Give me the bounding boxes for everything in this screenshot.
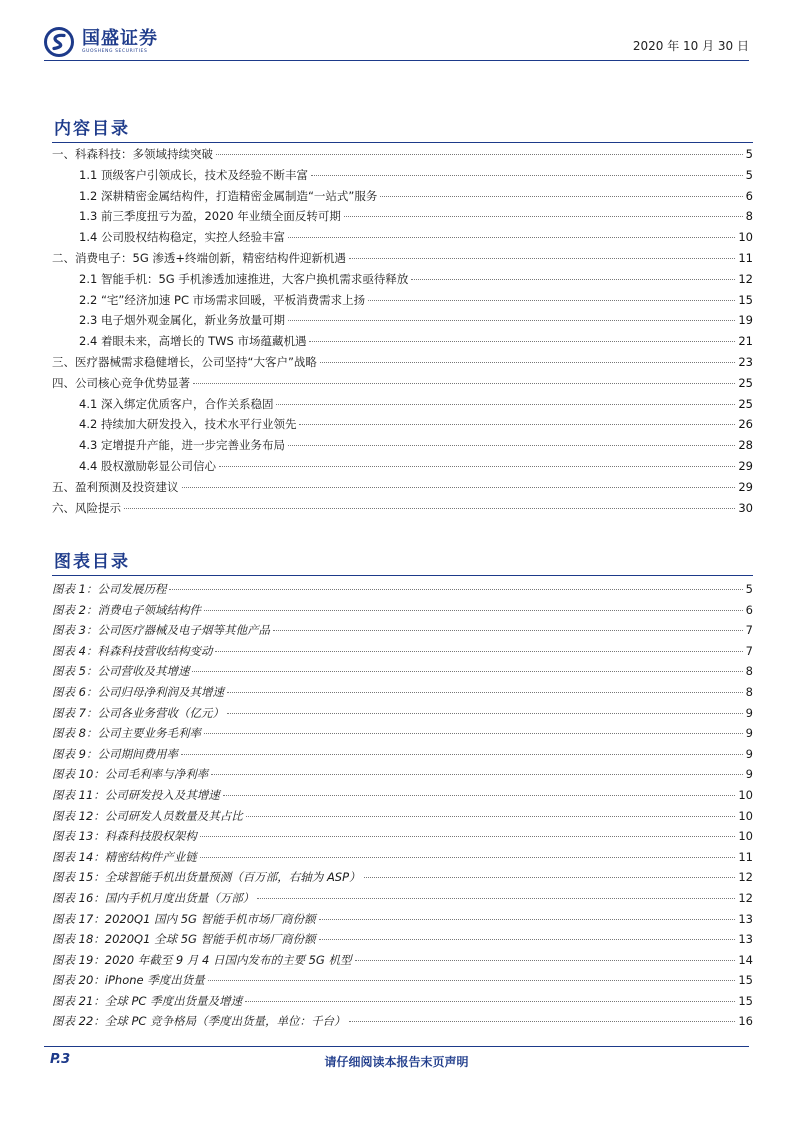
figure-entry-page-number: 9 — [745, 767, 753, 782]
figure-entry[interactable] — [52, 766, 753, 787]
toc-entry-page-number: 10 — [738, 230, 753, 245]
toc-entry-leader-dots — [216, 154, 743, 155]
toc-entry-page-number: 30 — [738, 500, 753, 515]
figure-entry-title: 图表 22：全球 PC 竞争格局（季度出货量，单位：千台） — [52, 1014, 346, 1029]
toc-entry-page-number: 12 — [738, 271, 753, 286]
figure-entry-leader-dots — [208, 980, 736, 981]
figure-entry[interactable] — [52, 993, 753, 1014]
contents-title-divider — [52, 142, 753, 143]
company-logo — [44, 27, 158, 57]
toc-entry[interactable] — [52, 146, 753, 167]
figure-entry-leader-dots — [319, 919, 736, 920]
figure-entry-leader-dots — [181, 754, 743, 755]
figure-entry-leader-dots — [200, 836, 736, 837]
figure-entry-leader-dots — [227, 692, 743, 693]
figure-entry-page-number: 6 — [745, 602, 753, 617]
toc-entry-title: 1.2 深耕精密金属结构件，打造精密金属制造“一站式”服务 — [79, 188, 378, 203]
figure-entry[interactable] — [52, 952, 753, 973]
figure-entry[interactable] — [52, 808, 753, 829]
figure-entry-title: 图表 13：科森科技股权架构 — [52, 829, 197, 844]
figure-entry[interactable] — [52, 746, 753, 767]
toc-entry[interactable] — [52, 208, 753, 229]
toc-entry-leader-dots — [309, 341, 735, 342]
figure-entry-leader-dots — [200, 857, 736, 858]
toc-entry-page-number: 29 — [738, 479, 753, 494]
toc-entry[interactable] — [52, 271, 753, 292]
toc-entry-page-number: 26 — [738, 417, 753, 432]
toc-entry-page-number: 19 — [738, 313, 753, 328]
header-divider — [44, 60, 749, 61]
figure-entry-page-number: 8 — [745, 664, 753, 679]
figure-entry[interactable] — [52, 890, 753, 911]
toc-entry-title: 4.2 持续加大研发投入，技术水平行业领先 — [79, 417, 297, 432]
figure-entry[interactable] — [52, 643, 753, 664]
figure-entry-leader-dots — [355, 960, 736, 961]
toc-entry-page-number: 25 — [738, 396, 753, 411]
figure-entry-title: 图表 5：公司营收及其增速 — [52, 664, 190, 679]
figure-entry-title: 图表 16：国内手机月度出货量（万部） — [52, 890, 255, 905]
toc-entry[interactable] — [52, 188, 753, 209]
contents-title: 内容目录 — [54, 119, 130, 139]
figure-entry-leader-dots — [204, 610, 743, 611]
figure-entry-title: 图表 9：公司期间费用率 — [52, 746, 178, 761]
figure-entry-page-number: 10 — [738, 787, 753, 802]
page-header — [0, 0, 793, 64]
logo-chinese-name: 国盛证券 — [82, 28, 158, 49]
report-date: 2020 年 10 月 30 日 — [632, 39, 749, 53]
toc-entry-leader-dots — [299, 424, 735, 425]
figure-entry-title: 图表 7：公司各业务营收（亿元） — [52, 705, 224, 720]
figures-title-divider — [52, 575, 753, 576]
toc-entry-title: 五、盈利预测及投资建议 — [52, 479, 179, 494]
toc-entry-leader-dots — [124, 508, 735, 509]
toc-entry-title: 4.3 定增提升产能，进一步完善业务布局 — [79, 438, 285, 453]
toc-entry-title: 2.4 着眼未来，高增长的 TWS 市场蕴藏机遇 — [79, 334, 307, 349]
figure-entry[interactable] — [52, 911, 753, 932]
toc-entry-page-number: 23 — [738, 354, 753, 369]
figure-entry-title: 图表 19：2020 年截至 9 月 4 日国内发布的主要 5G 机型 — [52, 952, 352, 967]
figure-entry-title: 图表 12：公司研发人员数量及其占比 — [52, 808, 243, 823]
figure-entry-page-number: 8 — [745, 684, 753, 699]
toc-entry[interactable] — [52, 458, 753, 479]
toc-entry-title: 一、科森科技：多领域持续突破 — [52, 147, 213, 161]
toc-entry-page-number: 21 — [738, 334, 753, 349]
toc-entry[interactable] — [52, 167, 753, 188]
toc-entry[interactable] — [52, 292, 753, 313]
toc-entry-title: 2.1 智能手机：5G 手机渗透加速推进，大客户换机需求亟待释放 — [79, 271, 409, 286]
figure-entry-leader-dots — [364, 877, 736, 878]
figure-entry-title: 图表 4：科森科技营收结构变动 — [52, 643, 213, 658]
figure-entry-page-number: 14 — [738, 952, 753, 967]
figure-entry-page-number: 9 — [745, 726, 753, 741]
toc-entry[interactable] — [52, 250, 753, 271]
figure-entry-leader-dots — [246, 816, 736, 817]
toc-entry-title: 2.2 “宅”经济加速 PC 市场需求回暖，平板消费需求上扬 — [79, 292, 366, 307]
figure-entry[interactable] — [52, 869, 753, 890]
figure-entry-title: 图表 15：全球智能手机出货量预测（百万部，右轴为 ASP） — [52, 870, 361, 885]
toc-entry-leader-dots — [380, 196, 742, 197]
toc-entry-leader-dots — [288, 445, 735, 446]
figure-entry[interactable] — [52, 663, 753, 684]
toc-entry[interactable] — [52, 479, 753, 500]
toc-entry[interactable] — [52, 333, 753, 354]
toc-entry-title: 四、公司核心竞争优势显著 — [52, 375, 190, 390]
toc-entry-title: 二、消费电子：5G 渗透+终端创新，精密结构件迎新机遇 — [52, 250, 347, 265]
toc-entry-leader-dots — [311, 175, 743, 176]
toc-entry-title: 1.1 顶级客户引领成长，技术及经验不断丰富 — [79, 167, 308, 182]
toc-entry-leader-dots — [193, 383, 735, 384]
toc-entry-leader-dots — [349, 258, 735, 259]
logo-mark-icon — [44, 27, 74, 57]
toc-entry-leader-dots — [182, 487, 736, 488]
figure-entry-page-number: 15 — [738, 973, 753, 988]
figure-entry-page-number: 15 — [738, 993, 753, 1008]
figure-entry[interactable] — [52, 828, 753, 849]
figure-entry[interactable] — [52, 581, 753, 602]
figure-entry-page-number: 11 — [738, 849, 753, 864]
figure-entry-page-number: 12 — [738, 870, 753, 885]
figure-entry-title: 图表 3：公司医疗器械及电子烟等其他产品 — [52, 623, 270, 638]
figure-entry-title: 图表 18：2020Q1 全球 5G 智能手机市场厂商份额 — [52, 932, 316, 947]
figure-entry-leader-dots — [245, 1001, 735, 1002]
toc-entry-leader-dots — [219, 466, 735, 467]
page-number: P.3 — [50, 1052, 71, 1067]
figure-entry-leader-dots — [273, 630, 743, 631]
figure-entry-title: 图表 10：公司毛利率与净利率 — [52, 767, 209, 782]
toc-entry[interactable] — [52, 396, 753, 417]
figure-entry-page-number: 12 — [738, 890, 753, 905]
toc-entry-title: 六、风险提示 — [52, 500, 121, 515]
toc-entry[interactable] — [52, 500, 753, 521]
toc-entry[interactable] — [52, 437, 753, 458]
toc-entry[interactable] — [52, 375, 753, 396]
figure-entry[interactable] — [52, 684, 753, 705]
figure-entry[interactable] — [52, 787, 753, 808]
figure-entry-title: 图表 2：消费电子领域结构件 — [52, 602, 201, 617]
toc-entry-leader-dots — [344, 216, 743, 217]
toc-entry-leader-dots — [411, 279, 735, 280]
footer-disclaimer: 请仔细阅读本报告末页声明 — [324, 1055, 469, 1069]
figure-entry-page-number: 7 — [745, 643, 753, 658]
figure-entry-page-number: 9 — [745, 705, 753, 720]
toc-entry-title: 三、医疗器械需求稳健增长，公司坚持“大客户”战略 — [52, 354, 317, 369]
figure-entry-title: 图表 14：精密结构件产业链 — [52, 849, 197, 864]
toc-entry[interactable] — [52, 312, 753, 333]
figure-entry[interactable] — [52, 602, 753, 623]
figure-entry-leader-dots — [204, 733, 743, 734]
toc-entry[interactable] — [52, 354, 753, 375]
figure-entry-title: 图表 8：公司主要业务毛利率 — [52, 726, 201, 741]
list-of-figures — [52, 581, 753, 1034]
figure-entry-title: 图表 17：2020Q1 国内 5G 智能手机市场厂商份额 — [52, 911, 316, 926]
toc-entry-title: 2.3 电子烟外观金属化，新业务放量可期 — [79, 313, 285, 328]
figure-entry[interactable] — [52, 849, 753, 870]
figure-entry-page-number: 5 — [745, 582, 753, 596]
toc-entry-title: 1.3 前三季度扭亏为盈，2020 年业绩全面反转可期 — [79, 209, 341, 224]
toc-entry-page-number: 6 — [745, 188, 753, 203]
toc-entry-leader-dots — [288, 320, 735, 321]
figure-entry-leader-dots — [319, 939, 736, 940]
figure-entry[interactable] — [52, 972, 753, 993]
toc-entry-page-number: 11 — [738, 250, 753, 265]
figure-entry-page-number: 10 — [738, 829, 753, 844]
logo-english-name: GUOSHENG SECURITIES — [82, 49, 148, 54]
toc-entry-page-number: 5 — [745, 147, 753, 161]
figures-title: 图表目录 — [54, 552, 130, 572]
figure-entry-leader-dots — [169, 589, 742, 590]
toc-entry[interactable] — [52, 416, 753, 437]
toc-entry-page-number: 5 — [745, 167, 753, 182]
figure-entry-leader-dots — [215, 651, 742, 652]
figure-entry-page-number: 13 — [738, 932, 753, 947]
figure-entry-page-number: 10 — [738, 808, 753, 823]
figure-entry-leader-dots — [257, 898, 735, 899]
figure-entry-page-number: 16 — [738, 1014, 753, 1029]
figure-entry-leader-dots — [223, 795, 736, 796]
toc-entry-page-number: 15 — [738, 292, 753, 307]
figure-entry[interactable] — [52, 705, 753, 726]
toc-entry[interactable] — [52, 229, 753, 250]
figure-entry-title: 图表 6：公司归母净利润及其增速 — [52, 684, 224, 699]
figure-entry[interactable] — [52, 725, 753, 746]
figure-entry[interactable] — [52, 622, 753, 643]
figure-entry-page-number: 13 — [738, 911, 753, 926]
footer-divider — [44, 1046, 749, 1047]
toc-entry-page-number: 8 — [745, 209, 753, 224]
figure-entry-leader-dots — [211, 774, 742, 775]
figure-entry[interactable] — [52, 1013, 753, 1034]
toc-entry-leader-dots — [320, 362, 735, 363]
toc-entry-page-number: 28 — [738, 438, 753, 453]
figure-entry-title: 图表 1：公司发展历程 — [52, 582, 167, 596]
figure-entry-page-number: 7 — [745, 623, 753, 638]
table-of-contents — [52, 146, 753, 520]
toc-entry-leader-dots — [368, 300, 735, 301]
toc-entry-page-number: 25 — [738, 375, 753, 390]
figure-entry-leader-dots — [192, 671, 742, 672]
figure-entry-leader-dots — [349, 1021, 736, 1022]
toc-entry-leader-dots — [288, 237, 735, 238]
figure-entry-title: 图表 21：全球 PC 季度出货量及增速 — [52, 993, 243, 1008]
toc-entry-title: 4.1 深入绑定优质客户，合作关系稳固 — [79, 396, 274, 411]
figure-entry-title: 图表 20：iPhone 季度出货量 — [52, 973, 205, 988]
toc-entry-title: 1.4 公司股权结构稳定，实控人经验丰富 — [79, 230, 285, 245]
figure-entry[interactable] — [52, 931, 753, 952]
toc-entry-leader-dots — [276, 404, 735, 405]
figure-entry-page-number: 9 — [745, 746, 753, 761]
figure-entry-leader-dots — [227, 713, 743, 714]
toc-entry-title: 4.4 股权激励彰显公司信心 — [79, 458, 216, 473]
toc-entry-page-number: 29 — [738, 458, 753, 473]
figure-entry-title: 图表 11：公司研发投入及其增速 — [52, 787, 220, 802]
